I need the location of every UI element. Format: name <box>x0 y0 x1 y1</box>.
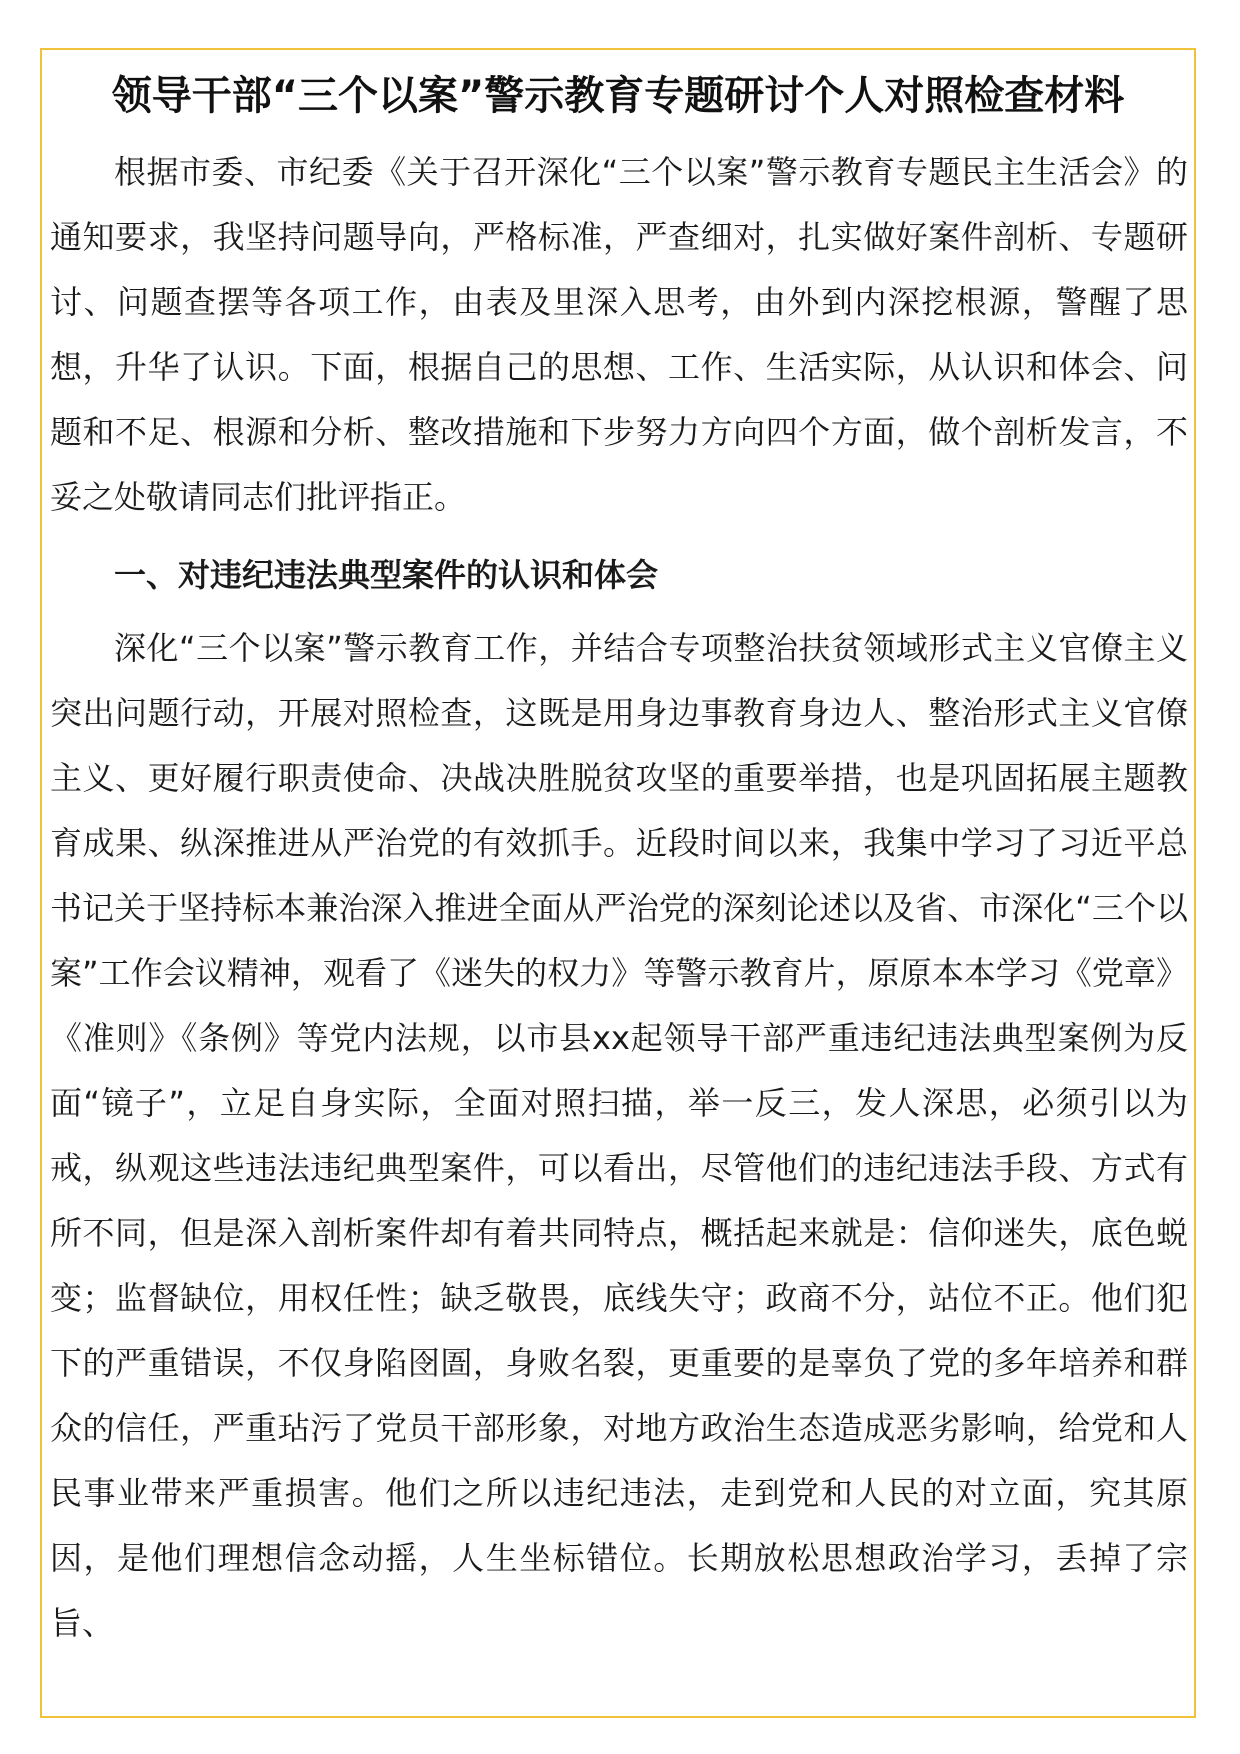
document-page <box>40 48 1196 1718</box>
document-title: 领导干部“三个以案”警示教育专题研讨个人对照检查材料 <box>111 73 1125 119</box>
section-1-paragraph: 深化“三个以案”警示教育工作，并结合专项整治扶贫领域形式主义官僚主义突出问题行动，开展对照检查，这既是用身边事教育身边人、整治形式主义官僚主义、更好履行职责使命、决战决胜脱贫攻坚的重要举措，也是巩固拓展主题教育成果、纵深推进从严治党的有效抓手。近段时间以来，我集中学习了习近平总书记关于坚持标本兼治深入推进全面从严治党的深刻论述以及省、市深化“三个以案”工作会议精神，观看了《迷失的权力》等警示教育片，原原本本学习《党章》《准则》《条例》等党内法规，以市县xx起领导干部严重违纪违法典型案例为反面“镜子”，立足自身实际，全面对照扫描，举一反三，发人深思，必须引以为戒，纵观这些违法违纪典型案件，可以看出，尽管他们的违纪违法手段、方式有所不同，但是深入剖析案件却有着共同特点，概括起来就是：信仰迷失，底色蜕变；监督缺位，用权任性；缺乏敬畏，底线失守；政商不分，站位不正。他们犯下的严重错误，不仅身陷囹圄，身败名裂，更重要的是辜负了党的多年培养和群众的信任，严重玷污了党员干部形象，对地方政治生态造成恶劣影响，给党和人民事业带来严重损害。他们之所以违纪违法，走到党和人民的对立面，究其原因，是他们理想信念动摇，人生坐标错位。长期放松思想政治学习，丢掉了宗旨、 <box>50 629 1188 1642</box>
document-body <box>42 128 1194 1656</box>
intro-paragraph: 根据市委、市纪委《关于召开深化“三个以案”警示教育专题民主生活会》的通知要求，我坚持问题导向，严格标准，严查细对，扎实做好案件剖析、专题研讨、问题查摆等各项工作，由表及里深入思考，由外到内深挖根源，警醒了思想，升华了认识。下面，根据自己的思想、工作、生活实际，从认识和体会、问题和不足、根源和分析、整改措施和下步努力方向四个方面，做个剖析发言，不妥之处敬请同志们批评指正。 <box>50 153 1188 516</box>
section-heading-1: 一、对违纪违法典型案件的认识和体会 <box>114 556 659 594</box>
